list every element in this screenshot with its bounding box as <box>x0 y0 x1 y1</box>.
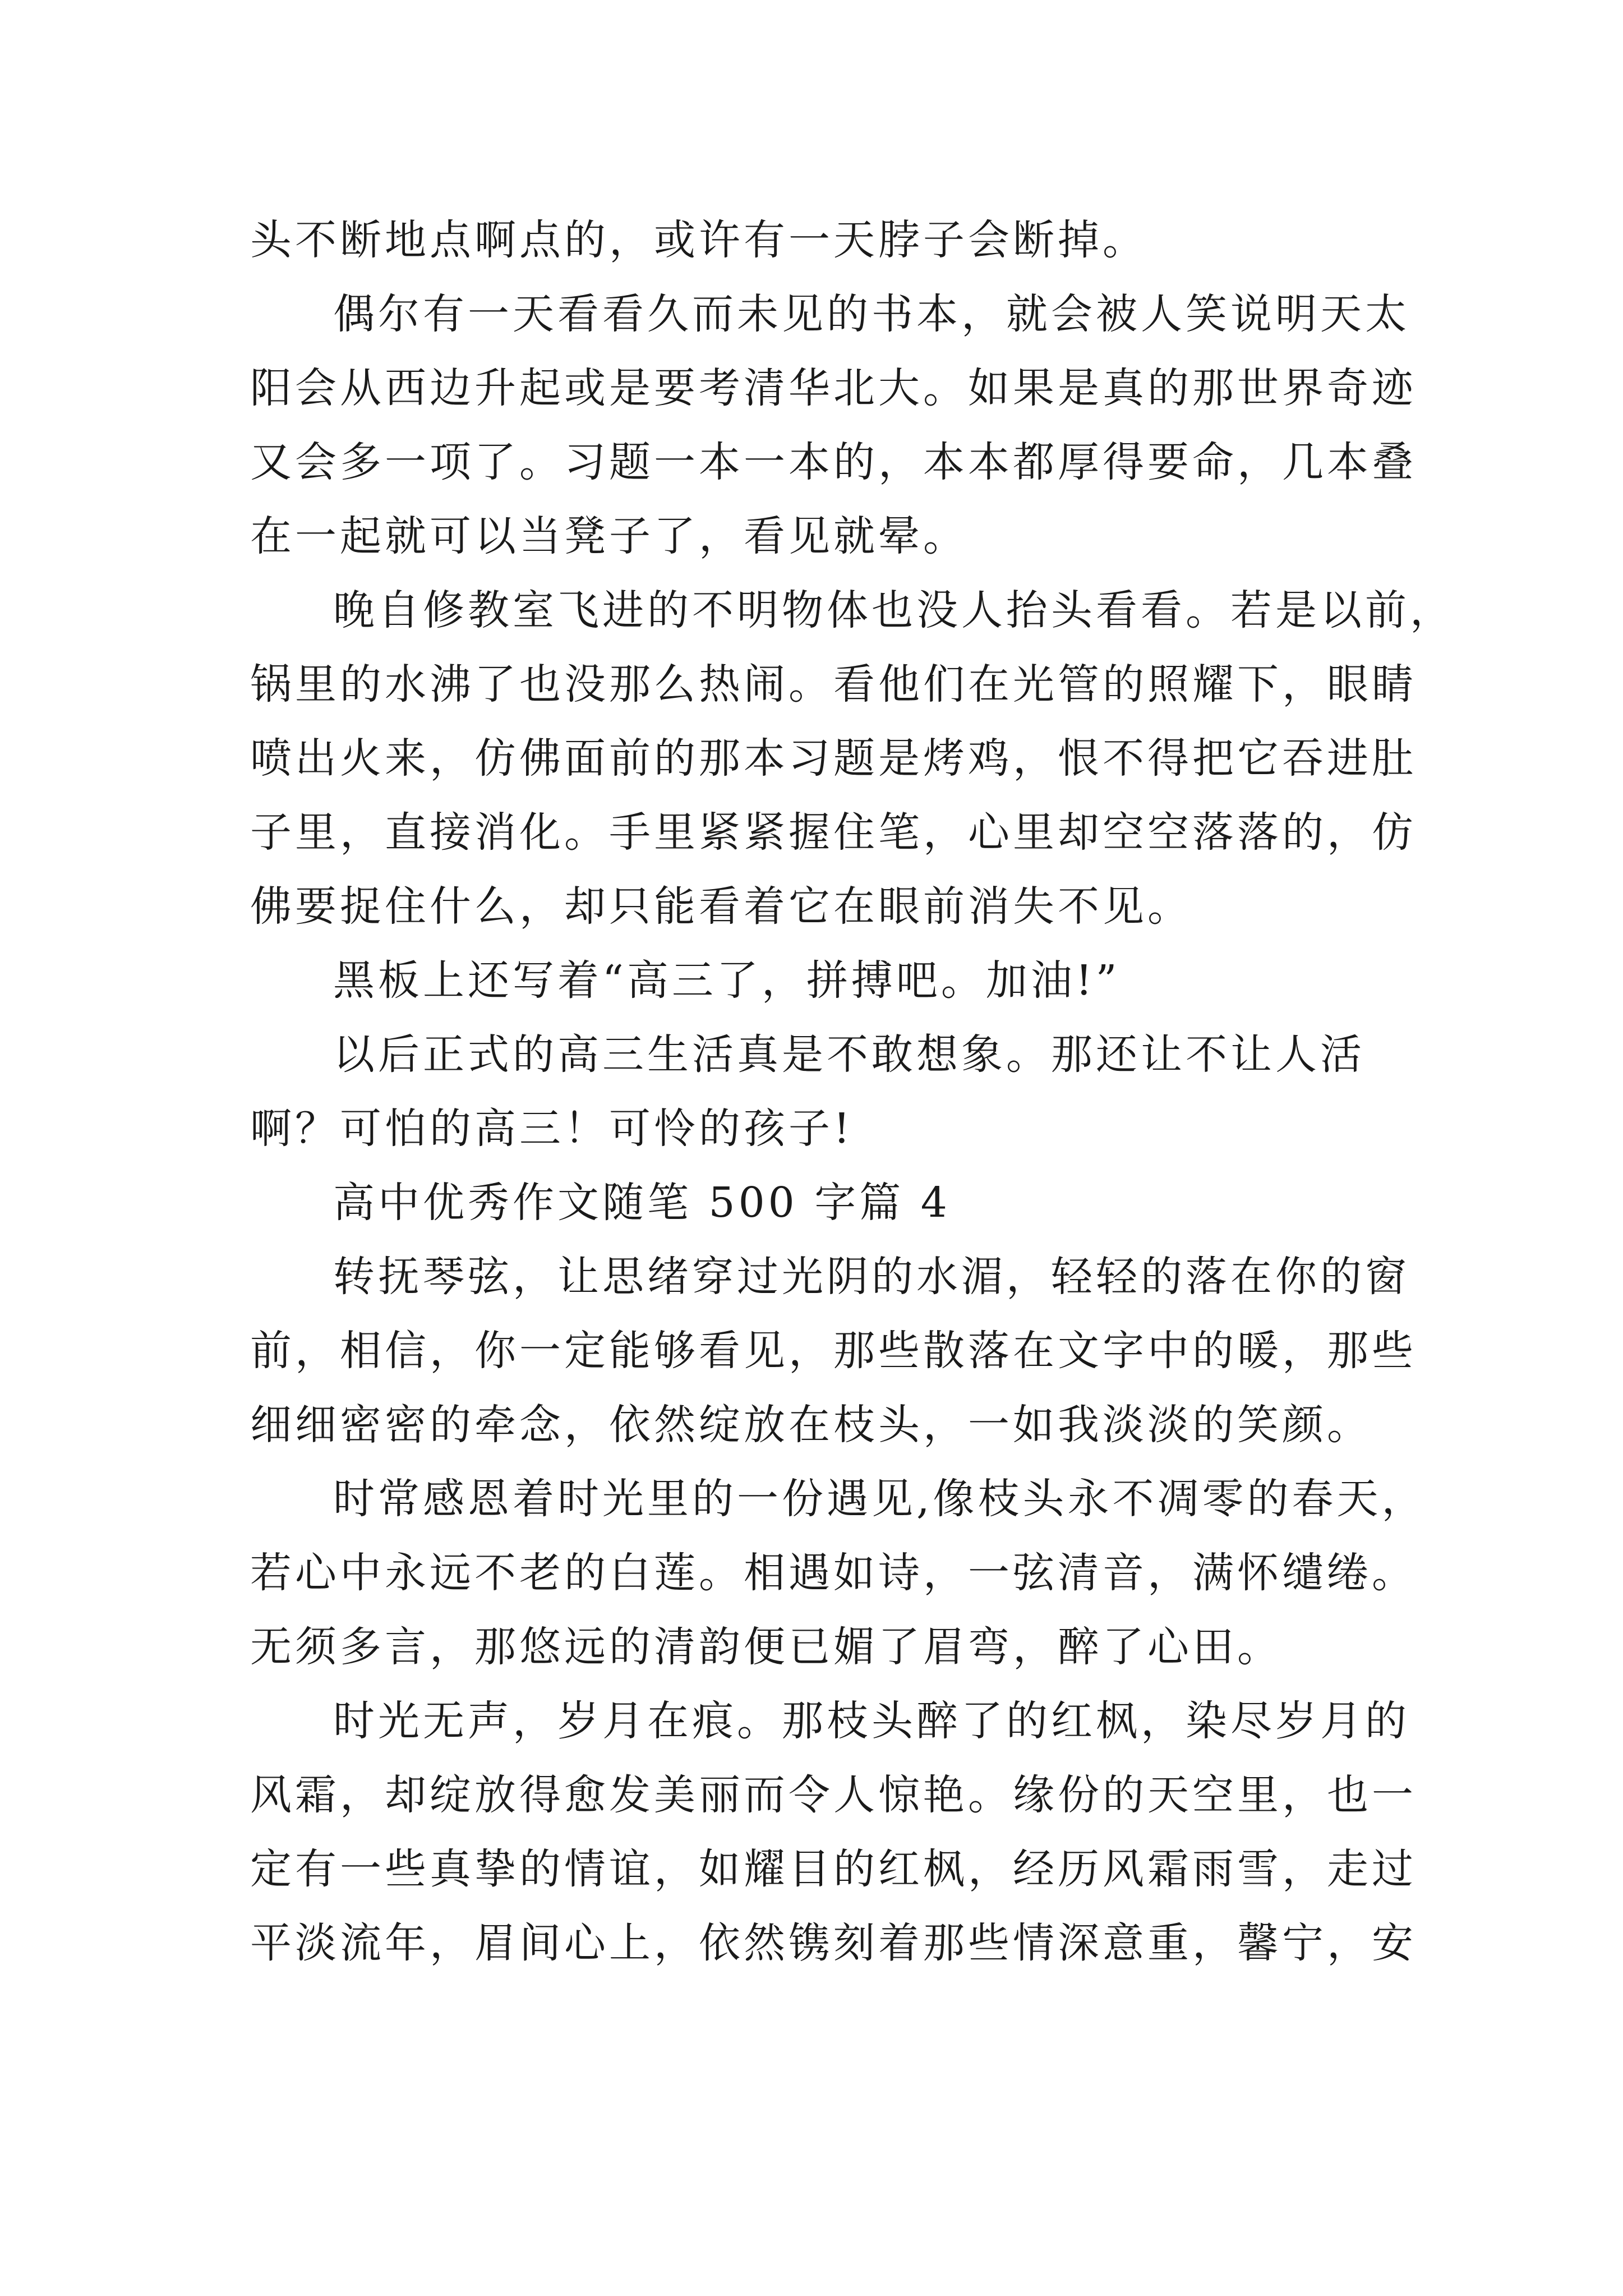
text-line: 啊？可怕的高三！可怜的孩子! <box>250 1105 854 1153</box>
text-line: 锅里的水沸了也没那么热闹。看他们在光管的照耀下，眼睛 <box>250 660 1417 708</box>
paragraph <box>250 1018 1400 1166</box>
text-line: 细细密密的牵念，依然绽放在枝头，一如我淡淡的笑颜。 <box>250 1401 1372 1449</box>
text-line: 偶尔有一天看看久而未见的书本，就会被人笑说明天太 <box>333 290 1410 338</box>
body-text <box>250 203 1455 1980</box>
paragraph <box>250 1462 1427 1684</box>
paragraph <box>250 203 1400 277</box>
paragraph <box>250 573 1455 944</box>
text-line: 黑板上还写着“高三了，拼搏吧。加油!” <box>333 956 1121 1005</box>
text-line: 喷出火来，仿佛面前的那本习题是烤鸡，恨不得把它吞进肚 <box>250 734 1417 783</box>
text-line: 定有一些真挚的情谊，如耀目的红枫，经历风霜雨雪，走过 <box>250 1845 1417 1893</box>
text-line: 时光无声，岁月在痕。那枝头醉了的红枫，染尽岁月的 <box>333 1697 1410 1745</box>
text-line: 高中优秀作文随笔 500 字篇 4 <box>333 1179 951 1227</box>
text-line: 在一起就可以当凳子了，看见就晕。 <box>250 512 968 560</box>
text-line: 以后正式的高三生活真是不敢想象。那还让不让人活 <box>333 1030 1365 1079</box>
text-line: 阳会从西边升起或是要考清华北大。如果是真的那世界奇迹 <box>250 364 1417 412</box>
text-line: 子里，直接消化。手里紧紧握住笔，心里却空空落落的，仿 <box>250 808 1417 857</box>
text-line: 若心中永远不老的白莲。相遇如诗，一弦清音，满怀缱绻。 <box>250 1549 1417 1597</box>
text-line: 头不断地点啊点的，或许有一天脖子会断掉。 <box>250 216 1147 264</box>
text-line: 晚自修教室飞进的不明物体也没人抬头看看。若是以前， <box>333 586 1455 634</box>
text-line: 风霜，却绽放得愈发美丽而令人惊艳。缘份的天空里，也一 <box>250 1771 1417 1819</box>
paragraph <box>250 1240 1417 1462</box>
paragraph <box>250 1166 1400 1240</box>
text-line: 又会多一项了。习题一本一本的，本本都厚得要命，几本叠 <box>250 438 1417 486</box>
text-line: 时常感恩着时光里的一份遇见,像枝头永不凋零的春天， <box>333 1475 1427 1523</box>
text-line: 转抚琴弦，让思绪穿过光阴的水湄，轻轻的落在你的窗 <box>333 1253 1410 1301</box>
text-line: 佛要捉住什么，却只能看着它在眼前消失不见。 <box>250 882 1192 931</box>
paragraph <box>250 944 1400 1018</box>
paragraph <box>250 1684 1417 1980</box>
text-line: 平淡流年，眉间心上，依然镌刻着那些情深意重，馨宁，安 <box>250 1919 1417 1967</box>
text-line: 无须多言，那悠远的清韵便已媚了眉弯，醉了心田。 <box>250 1623 1282 1671</box>
paragraph <box>250 277 1417 573</box>
text-line: 前，相信，你一定能够看见，那些散落在文字中的暖，那些 <box>250 1327 1417 1375</box>
